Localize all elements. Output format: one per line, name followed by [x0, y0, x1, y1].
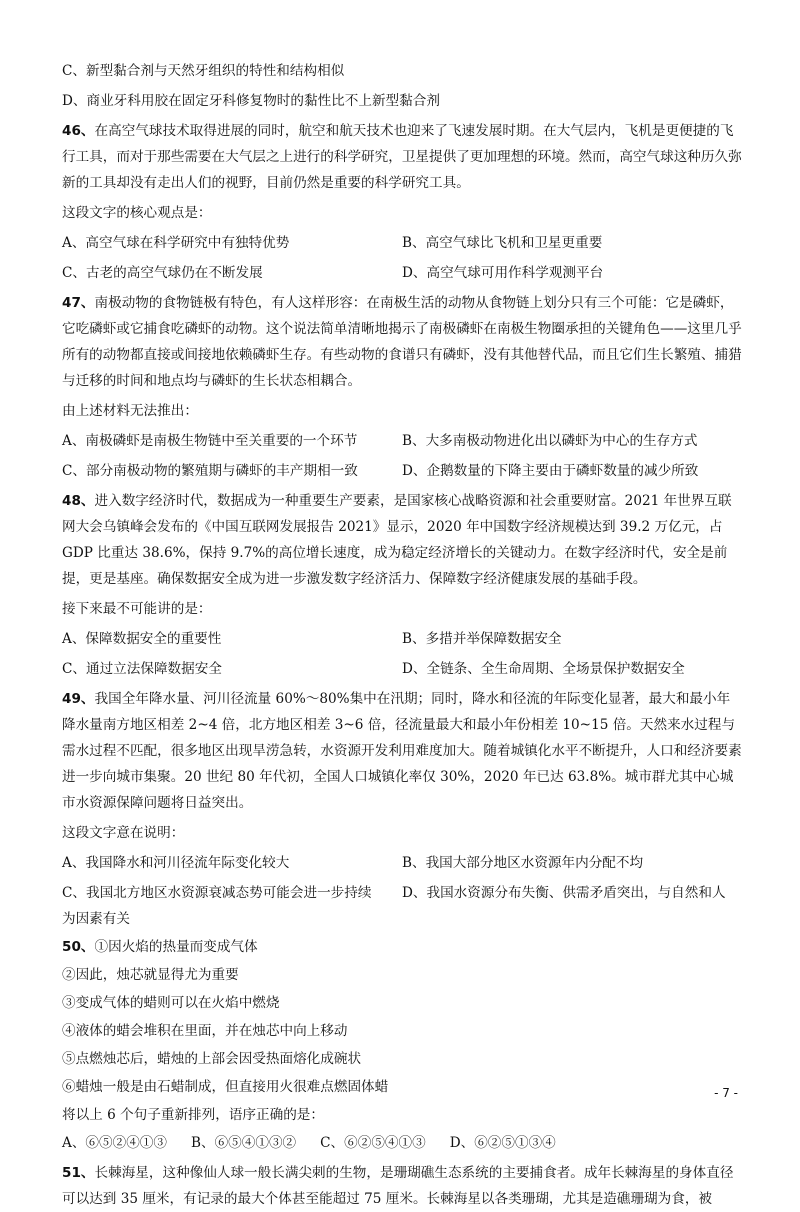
- question-48: [62, 488, 742, 592]
- options-row: [62, 428, 742, 454]
- question-46-prompt: 这段文字的核心观点是：: [62, 205, 212, 221]
- option-c: C、通过立法保障数据安全: [62, 661, 222, 677]
- question-number: 51、: [62, 1165, 95, 1181]
- option-a: A、⑥⑤②④①③: [62, 1135, 167, 1151]
- question-text: 在高空气球技术取得进展的同时，航空和航天技术也迎来了飞速发展时期。在大气层内，飞机是更便捷的飞行工具，而对于那些需要在大气层之上进行的科学研究，卫星提供了更加理想的环境。然而，高空气球这种历久弥新的工具却没有走出人们的视野，目前仍然是重要的科学研究工具。: [62, 123, 742, 191]
- options-row: [62, 656, 742, 682]
- sentence-5: ⑤点燃烛芯后，蜡烛的上部会因受热面熔化成碗状: [62, 1051, 362, 1067]
- option-d: D、高空气球可用作科学观测平台: [402, 265, 604, 281]
- options-row: [62, 880, 742, 906]
- question-51: [62, 1160, 742, 1212]
- option-c-prev: C、新型黏合剂与天然牙组织的特性和结构相似: [62, 63, 345, 79]
- question-text: 南极动物的食物链极有特色，有人这样形容：在南极生活的动物从食物链上划分只有三个可能：它是磷虾，它吃磷虾或它捕食吃磷虾的动物。这个说法简单清晰地揭示了南极磷虾在南极生物圈承担的关键角色——这里几乎所有的动物都直接或间接地依赖磷虾生存。有些动物的食谱只有磷虾，没有其他替代品，而且它们生长繁殖、捕猎与迁移的时间和地点均与磷虾的生长状态相耦合。: [62, 295, 742, 389]
- option-d-continuation: 为因素有关: [62, 911, 130, 927]
- question-49: [62, 686, 742, 816]
- question-text: 长棘海星，这种像仙人球一般长满尖刺的生物，是珊瑚礁生态系统的主要捕食者。成年长棘海星的身体直径可以达到 35 厘米，有记录的最大个体甚至能超过 75 厘米。长棘海星以各类珊瑚，尤其是造礁珊瑚为食，被: [62, 1165, 734, 1207]
- option-c: C、古老的高空气球仍在不断发展: [62, 265, 263, 281]
- page-content: [62, 58, 742, 1212]
- options-row: [62, 458, 742, 484]
- options-row: [62, 1130, 742, 1156]
- question-47: [62, 290, 742, 394]
- option-b: B、多措并举保障数据安全: [402, 631, 562, 647]
- question-number: 50、: [62, 939, 95, 955]
- options-row: [62, 850, 742, 876]
- page-number: - 7 -: [714, 1086, 738, 1100]
- option-a: A、南极磷虾是南极生物链中至关重要的一个环节: [62, 433, 358, 449]
- question-number: 46、: [62, 123, 95, 139]
- question-text: 进入数字经济时代，数据成为一种重要生产要素，是国家核心战略资源和社会重要财富。2021 年世界互联网大会乌镇峰会发布的《中国互联网发展报告 2021》显示，2020 年中国数字经济规模达到 39.2 万亿元，占 GDP 比重达 38.6%，保持 9.7%的高位增长速度，成为稳定经济增长的关键动力。在数字经济时代，安全是前提，更是基座。确保数据安全成为进一步激发数字经济活力、保障数字经济健康发展的基础手段。: [62, 493, 732, 587]
- sentence-3: ③变成气体的蜡则可以在火焰中燃烧: [62, 995, 280, 1011]
- option-c: C、部分南极动物的繁殖期与磷虾的丰产期相一致: [62, 463, 358, 479]
- sentence-6: ⑥蜡烛一般是由石蜡制成，但直接用火很难点燃固体蜡: [62, 1079, 389, 1095]
- options-row: [62, 626, 742, 652]
- question-number: 49、: [62, 691, 95, 707]
- option-d: D、企鹅数量的下降主要由于磷虾数量的减少所致: [402, 463, 699, 479]
- question-48-prompt: 接下来最不可能讲的是：: [62, 601, 212, 617]
- sentence-1: ①因火焰的热量而变成气体: [94, 939, 258, 955]
- option-a: A、高空气球在科学研究中有独特优势: [62, 235, 290, 251]
- option-b: B、我国大部分地区水资源年内分配不均: [402, 855, 644, 871]
- option-b: B、⑥⑤④①③②: [190, 1135, 297, 1151]
- sentence-4: ④液体的蜡会堆积在里面，并在烛芯中向上移动: [62, 1023, 348, 1039]
- question-number: 48、: [62, 493, 95, 509]
- question-47-prompt: 由上述材料无法推出：: [62, 403, 198, 419]
- option-c: C、我国北方地区水资源衰减态势可能会进一步持续: [62, 885, 372, 901]
- sentence-2: ②因此，烛芯就显得尤为重要: [62, 967, 239, 983]
- option-d: D、⑥②⑤①③④: [449, 1135, 556, 1151]
- options-row: [62, 260, 742, 286]
- option-d: D、我国水资源分布失衡、供需矛盾突出，与自然和人: [402, 885, 726, 901]
- question-46: [62, 118, 742, 196]
- option-d: D、全链条、全生命周期、全场景保护数据安全: [402, 661, 685, 677]
- option-a: A、保障数据安全的重要性: [62, 631, 222, 647]
- question-text: 我国全年降水量、河川径流量 60%～80%集中在汛期；同时，降水和径流的年际变化显著，最大和最小年降水量南方地区相差 2~4 倍，北方地区相差 3~6 倍，径流量最大和最小年份相差 10~15 倍。天然来水过程与需水过程不匹配，很多地区出现旱涝急转，水资源开发利用难度加大。随着城镇化水平不断提升，人口和经济要素进一步向城市集聚。20 世纪 80 年代初，全国人口城镇化率仅 30%，2020 年已达 63.8%。城市群尤其中心城市水资源保障问题将日益突出。: [62, 691, 742, 811]
- option-d-prev: D、商业牙科用胶在固定牙科修复物时的黏性比不上新型黏合剂: [62, 93, 440, 109]
- option-b: B、高空气球比飞机和卫星更重要: [402, 235, 603, 251]
- question-number: 47、: [62, 295, 95, 311]
- option-c: C、⑥②⑤④①③: [320, 1135, 426, 1151]
- question-50: [62, 934, 742, 960]
- option-a: A、我国降水和河川径流年际变化较大: [62, 855, 290, 871]
- option-b: B、大多南极动物进化出以磷虾为中心的生存方式: [402, 433, 698, 449]
- question-50-prompt: 将以上 6 个句子重新排列，语序正确的是：: [62, 1107, 324, 1123]
- options-row: [62, 230, 742, 256]
- question-49-prompt: 这段文字意在说明：: [62, 825, 185, 841]
